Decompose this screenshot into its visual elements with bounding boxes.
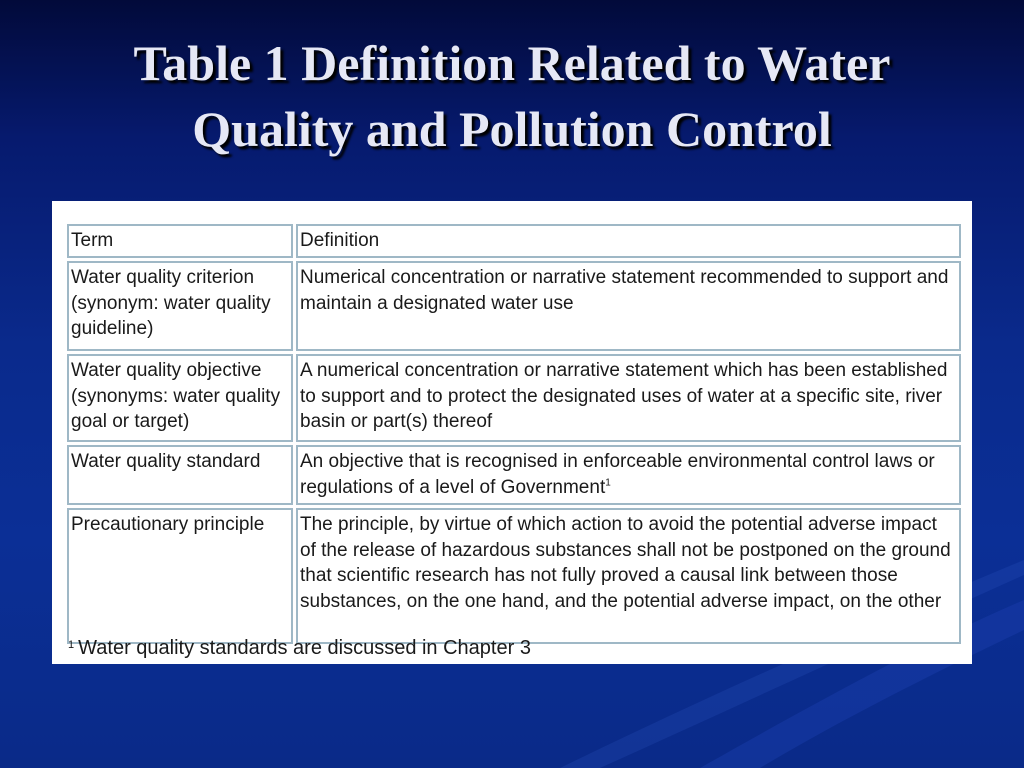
definition-cell: Numerical concentration or narrative statement recommended to support and maintain a designated water use <box>296 261 961 351</box>
term-cell: Water quality standard <box>67 445 293 505</box>
table-footnote <box>68 637 531 660</box>
header-definition: Definition <box>296 224 961 258</box>
term-cell: Precautionary principle <box>67 508 293 644</box>
table-header-row <box>67 224 961 258</box>
footnote-reference: 1 <box>605 477 611 489</box>
definitions-table <box>64 221 964 647</box>
table-row <box>67 354 961 442</box>
definition-cell: The principle, by virtue of which action to avoid the potential adverse impact of the release of hazardous substances shall not be postponed on the ground that scientific research has not fully proved a causal link between those substances, on the one hand, and the potential adverse impact, on the other <box>296 508 961 644</box>
table-row <box>67 261 961 351</box>
term-cell: Water quality criterion (synonym: water quality guideline) <box>67 261 293 351</box>
definition-cell: A numerical concentration or narrative statement which has been established to support and to protect the designated uses of water at a specific site, river basin or part(s) thereof <box>296 354 961 442</box>
term-cell: Water quality objective (synonyms: water quality goal or target) <box>67 354 293 442</box>
title-line-2: Quality and Pollution Control <box>192 101 832 157</box>
footnote-mark: 1 <box>68 639 75 651</box>
table-row <box>67 445 961 505</box>
table-row <box>67 508 961 644</box>
slide-title <box>40 30 984 162</box>
header-term: Term <box>67 224 293 258</box>
title-line-1: Table 1 Definition Related to Water <box>133 35 891 91</box>
definition-text: An objective that is recognised in enforceable environmental control laws or regulations of a level of Government <box>300 451 935 498</box>
definition-cell <box>296 445 961 505</box>
definitions-table-panel <box>52 201 972 664</box>
footnote-text: Water quality standards are discussed in Chapter 3 <box>78 637 531 659</box>
